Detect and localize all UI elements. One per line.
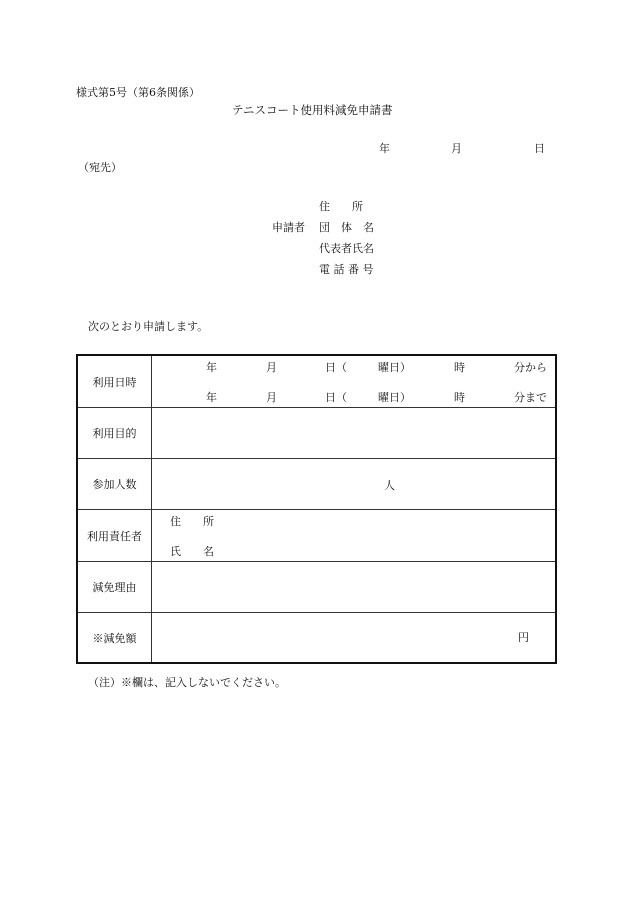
datetime-to-hour: 時 (454, 391, 465, 404)
datetime-to-day: 日（ (325, 391, 347, 404)
datetime-from-weekday: 曜日） (378, 361, 411, 374)
footnote: （注）※欄は、記入しないでください。 (88, 676, 286, 689)
datetime-from-hour: 時 (454, 361, 465, 374)
applicant-label: 申請者 (272, 221, 305, 234)
row-usage-datetime (78, 356, 555, 408)
application-table (76, 354, 557, 664)
datetime-from-minute: 分から (514, 361, 547, 374)
datetime-from-month: 月 (266, 361, 277, 374)
applicant-phone-label: 電 話 番 号 (319, 263, 374, 276)
date-day: 日 (534, 142, 545, 155)
participants-unit: 人 (384, 479, 395, 492)
purpose-label: 利用目的 (78, 408, 152, 458)
participants-label: 参加人数 (78, 459, 152, 509)
usage-datetime-label: 利用日時 (78, 356, 152, 407)
datetime-to-month: 月 (266, 391, 277, 404)
row-reason (78, 562, 555, 613)
date-year: 年 (379, 142, 390, 155)
amount-label: ※減免額 (78, 613, 152, 662)
row-responsible (78, 510, 555, 562)
intro-text: 次のとおり申請します。 (88, 320, 209, 333)
amount-unit: 円 (518, 631, 529, 644)
row-participants (78, 459, 555, 510)
row-amount (78, 613, 555, 662)
form-number: 様式第5号（第6条関係） (76, 86, 200, 99)
datetime-to-weekday: 曜日） (378, 391, 411, 404)
responsible-address-label: 住 所 (170, 515, 214, 528)
row-purpose (78, 408, 555, 459)
addressee: （宛先） (78, 161, 122, 174)
datetime-from-day: 日（ (325, 361, 347, 374)
datetime-to-minute: 分まで (514, 391, 547, 404)
reason-label: 減免理由 (78, 562, 152, 612)
responsible-label: 利用責任者 (78, 510, 152, 561)
applicant-address-label: 住 所 (319, 200, 363, 213)
date-month: 月 (451, 142, 462, 155)
document-title: テニスコート使用料減免申請書 (232, 103, 393, 117)
datetime-to-year: 年 (206, 391, 217, 404)
datetime-from-year: 年 (206, 361, 217, 374)
applicant-group-label: 団 体 名 (319, 221, 374, 234)
applicant-representative-label: 代表者氏名 (319, 242, 374, 255)
responsible-name-label: 氏 名 (170, 545, 214, 558)
